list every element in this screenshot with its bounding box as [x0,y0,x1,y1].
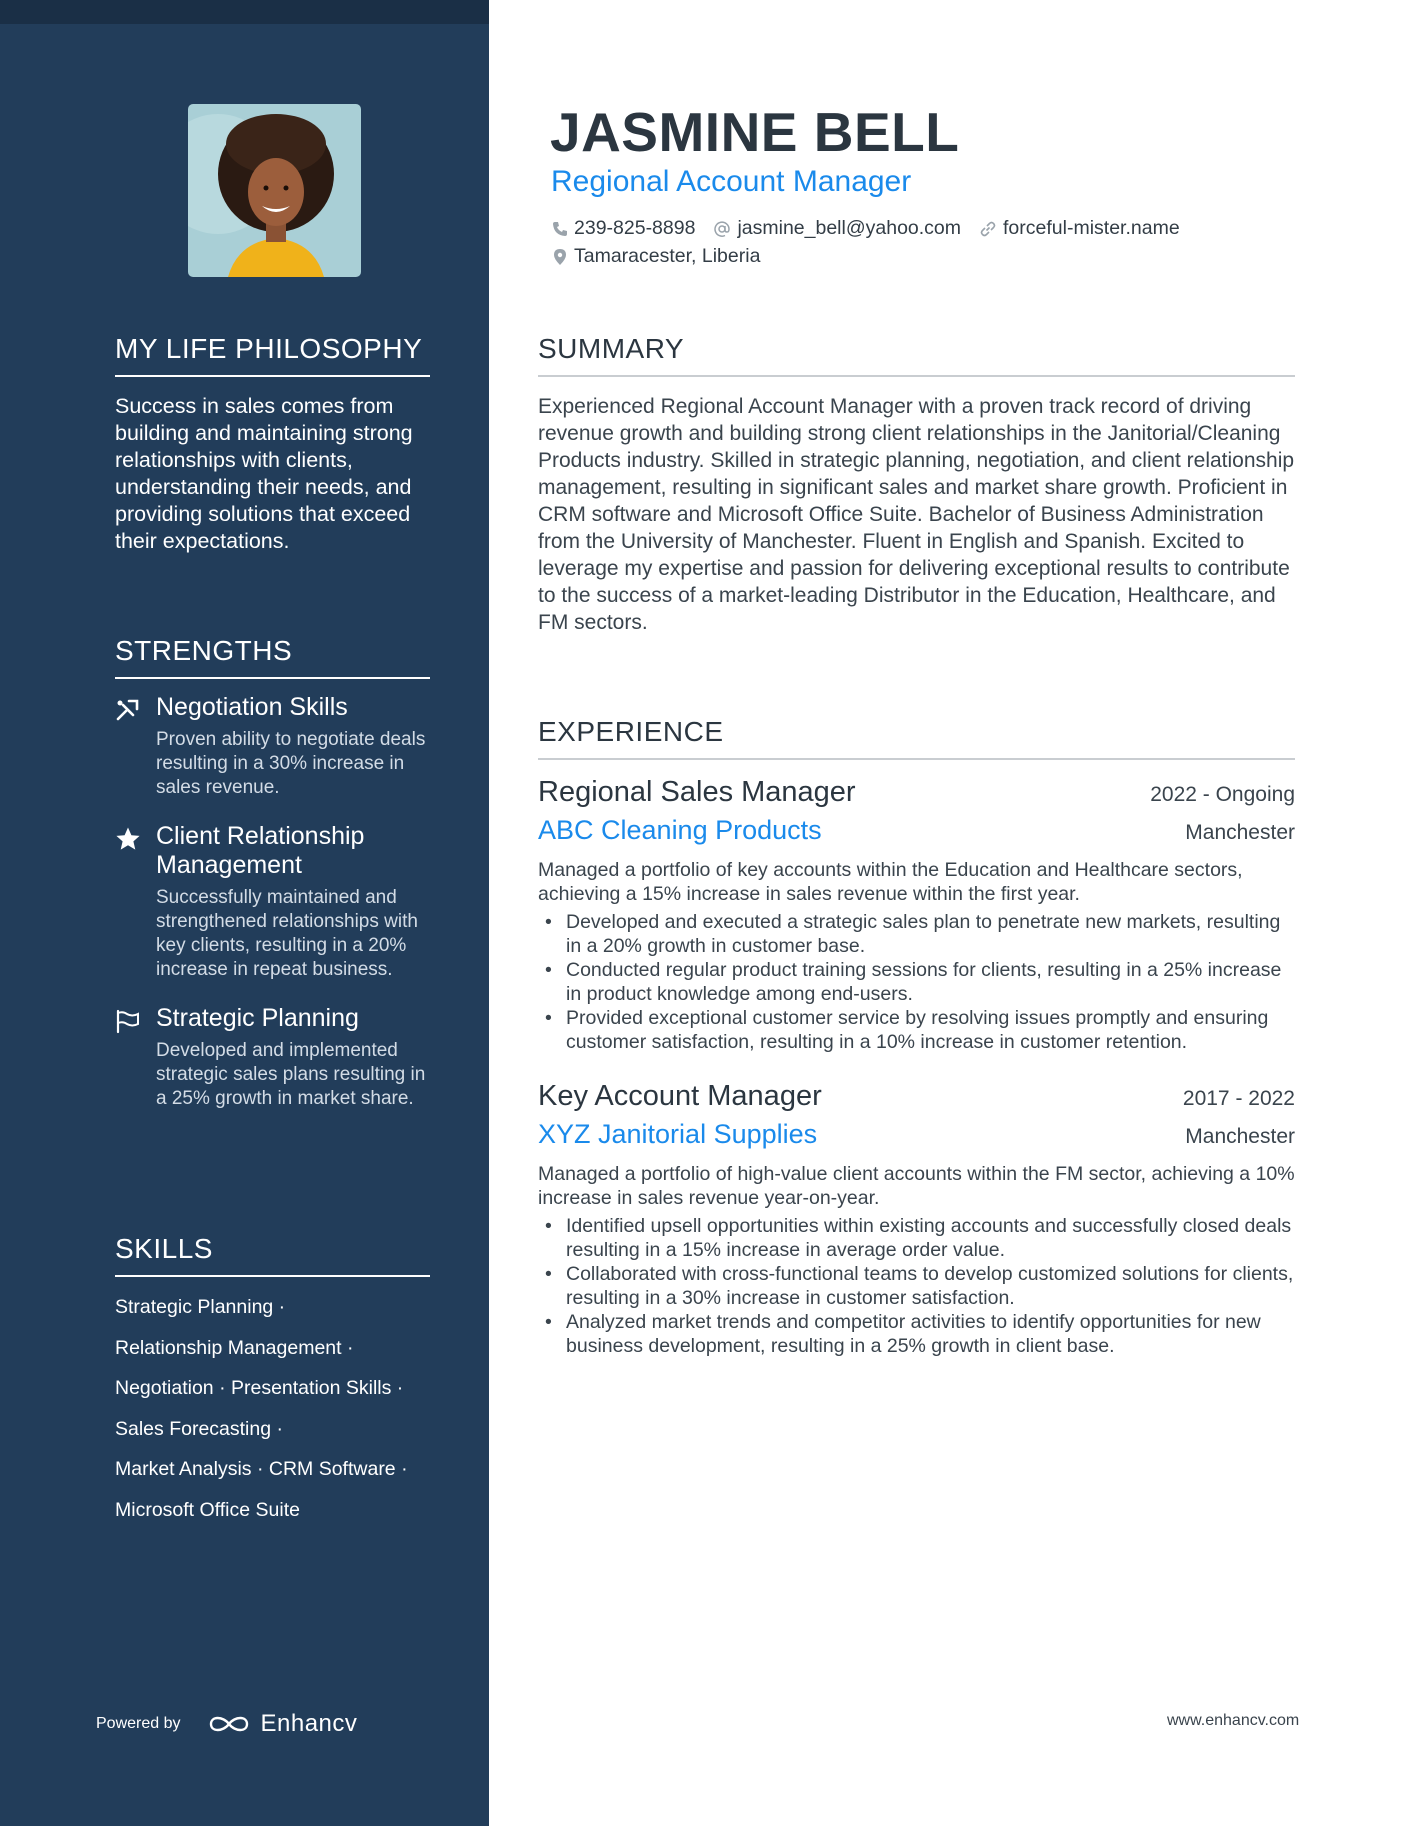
experience-section [538,716,1295,1358]
skill-line: Strategic Planning · [115,1296,286,1318]
strength-item [115,1004,430,1111]
job-company[interactable]: ABC Cleaning Products [538,815,822,845]
job-entry [538,776,1295,1054]
skills-title: SKILLS [115,1233,430,1277]
job-location: Manchester [1185,821,1295,844]
skill-line: Relationship Management · [115,1336,354,1359]
job-title: Regional Sales Manager [538,776,856,808]
at-icon [713,220,731,238]
job-description: Managed a portfolio of key accounts within the Education and Healthcare sectors, achieving a 15% increase in sales revenue within the first year. [538,859,1243,905]
job-location: Manchester [1185,1125,1295,1148]
strengths-title: STRENGTHS [115,635,430,679]
job-subheader [538,1119,1295,1150]
job-header [538,1080,1295,1113]
website-item[interactable] [979,217,1180,240]
enhancv-brand: Enhancv [260,1710,358,1737]
star-icon [115,826,141,852]
strength-title: Strategic Planning [156,1004,359,1032]
email-item[interactable] [713,217,961,240]
enhancv-logo[interactable] [207,1710,358,1738]
sidebar-top-bar [0,0,489,24]
job-subheader [538,815,1295,846]
experience-title: EXPERIENCE [538,716,1295,760]
email-text: jasmine_bell@yahoo.com [737,217,962,239]
job-dates: 2022 - Ongoing [1150,783,1295,806]
job-bullet: • Identified upsell opportunities within existing accounts and successfully closed deals resulting in a 15% increase in average order value. [538,1214,1295,1262]
job-bullet: • Developed and executed a strategic sales plan to penetrate new markets, resulting in a 20% growth in customer base. [538,910,1295,958]
job-entry [538,1080,1295,1358]
sidebar [0,0,489,1826]
strength-title: Client Relationship Management [156,822,365,879]
website-text: forceful-mister.name [1003,217,1180,239]
job-bullet: • Analyzed market trends and competitor activities to identify opportunities for new business development, resulting in a 25% growth in client base. [538,1310,1295,1358]
phone-item[interactable] [552,217,695,240]
strengths-section [115,635,430,1111]
phone-icon [552,221,568,237]
job-bullet: • Provided exceptional customer service by resolving issues promptly and ensuring customer satisfaction, resulting in a 10% increase in customer retention. [538,1006,1295,1054]
job-bullet: • Collaborated with cross-functional teams to develop customized solutions for clients, resulting in a 30% increase in customer satisfaction. [538,1262,1295,1310]
job-bullets [538,910,1295,1054]
skill-line: Market Analysis · CRM Software · [115,1458,408,1480]
job-description: Managed a portfolio of high-value client accounts within the FM sector, achieving a 10% increase in sales revenue year-on-year. [538,1163,1295,1209]
summary-section [538,333,1295,636]
skill-line: Microsoft Office Suite [115,1498,300,1521]
skill-line: Negotiation · Presentation Skills · [115,1377,404,1399]
job-title: Key Account Manager [538,1080,822,1112]
skills-section [115,1233,430,1530]
philosophy-section [115,333,430,555]
powered-by-label: Powered by [96,1715,181,1732]
contact-row [552,217,1198,240]
footer-url[interactable]: www.enhancv.com [1167,1712,1300,1729]
powered-by [96,1710,357,1738]
flag-icon [115,1008,141,1034]
profile-photo [188,104,361,277]
phone-text: 239-825-8898 [574,217,696,239]
strength-desc: Successfully maintained and strengthened relationships with key clients, resulting in a 20% increase in repeat business. [156,887,418,980]
enhancv-logo-icon [207,1712,253,1736]
job-bullets [538,1214,1295,1358]
summary-text: Experienced Regional Account Manager with a proven track record of driving revenue growth and building strong client relationships in the Janitorial/Cleaning Products industry. Skilled in strategic planning, negotiation, and client relationship management, resulting in significant sales and market share growth. Proficient in CRM software and Microsoft Office Suite. Bachelor of Business Administration from the University of Manchester. Fluent in English and Spanish. Excited to leverage my expertise and passion for delivering exceptional results to contribute to the success of a market-leading Distributor in the Education, Healthcare, and FM sectors. [538,395,1295,634]
strength-desc: Developed and implemented strategic sales plans resulting in a 25% growth in market share. [156,1040,426,1109]
location-item [552,245,760,268]
handshake-icon [115,697,141,723]
philosophy-text: Success in sales comes from building and maintaining strong relationships with clients, understanding their needs, and providing solutions that exceed their expectations. [115,394,413,553]
skill-line: Sales Forecasting · [115,1417,283,1440]
job-bullet: • Conducted regular product training sessions for clients, resulting in a 25% increase in product knowledge among end-users. [538,958,1295,1006]
candidate-role: Regional Account Manager [551,165,912,198]
location-row [552,245,778,268]
philosophy-title: MY LIFE PHILOSOPHY [115,333,430,377]
location-pin-icon [552,248,568,266]
location-text: Tamaracester, Liberia [574,245,761,267]
skills-list [115,1287,430,1530]
strength-title: Negotiation Skills [156,693,348,721]
link-icon [979,220,997,238]
job-header [538,776,1295,809]
strength-item [115,822,430,982]
job-company[interactable]: XYZ Janitorial Supplies [538,1119,818,1149]
job-dates: 2017 - 2022 [1182,1087,1295,1110]
strength-item [115,693,430,800]
strength-desc: Proven ability to negotiate deals resulting in a 30% increase in sales revenue. [156,729,426,798]
candidate-name: JASMINE BELL [550,101,960,163]
summary-title: SUMMARY [538,333,1295,377]
